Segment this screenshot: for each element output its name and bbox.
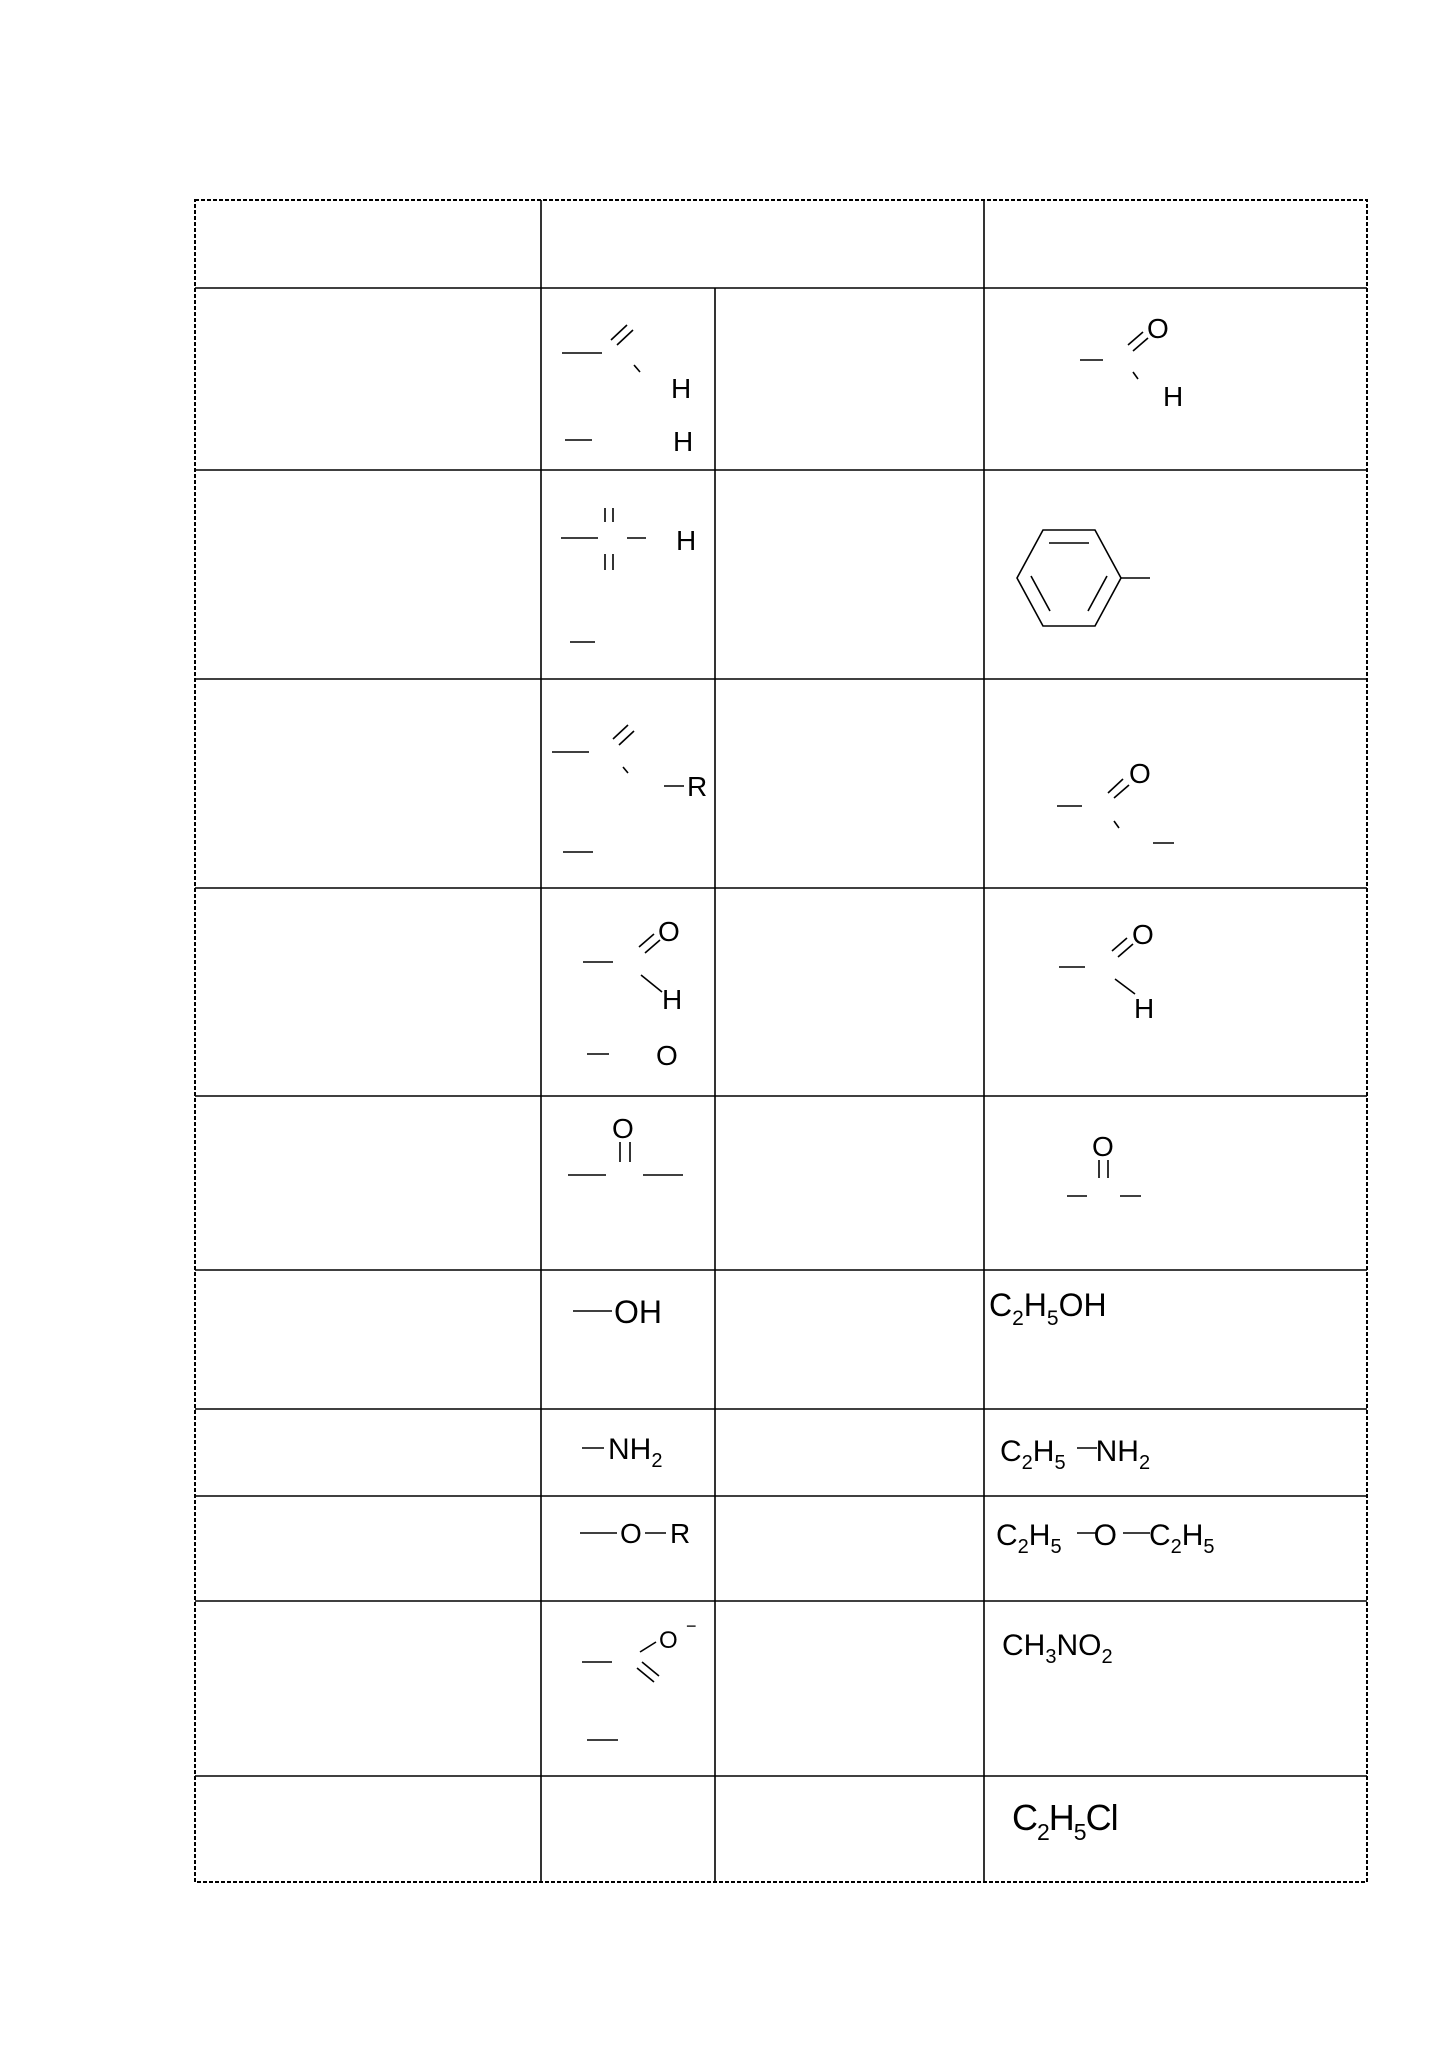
row-ester-example — [1057, 758, 1174, 843]
group-atom-h: H — [671, 373, 692, 404]
group-hydroxyl: OH — [614, 1294, 662, 1330]
group-atom-o: O — [612, 1113, 634, 1144]
table-grid — [195, 200, 1367, 1882]
group-atom-r: R — [687, 771, 708, 802]
group-amino: $NH_2$ — [608, 1433, 663, 1472]
example-formula-ethanol: $C_2H_5OH$ — [989, 1287, 1107, 1330]
row-amine-group — [582, 1433, 662, 1472]
group-atom-o: O — [658, 916, 680, 947]
row-aldehyde-group — [562, 325, 693, 457]
row-alcohol-example — [989, 1287, 1107, 1330]
row-ketone-group — [568, 1113, 683, 1175]
group-atom-h: H — [676, 525, 697, 556]
group-charge: − — [686, 1616, 697, 1636]
group-atom-r: R — [670, 1518, 691, 1549]
example-formula-diethyl-ether: $C_2H_5$ O $C_2H_5$ — [996, 1519, 1215, 1558]
row-carboxylic-acid-group — [561, 508, 696, 642]
group-atom-h: H — [673, 426, 694, 457]
group-atom-h: H — [662, 984, 683, 1015]
row-nitro-group — [582, 1616, 697, 1740]
row-aldehyde-example — [1080, 313, 1183, 412]
row-halide-example — [1012, 1797, 1118, 1845]
row-ester-group — [552, 725, 707, 852]
row-ether-example — [996, 1519, 1215, 1558]
table-border — [195, 200, 1367, 1882]
example-formula-nitromethane: $CH_3NO_2$ — [1002, 1629, 1113, 1668]
example-formula-chloroethane: $C_2H_5Cl$ — [1012, 1797, 1118, 1845]
example-atom-o: O — [1092, 1131, 1114, 1162]
example-atom-o: O — [1129, 758, 1151, 789]
example-formula-ethylamine: $C_2H_5$ $NH_2$ — [1000, 1435, 1151, 1474]
row-nitro-example — [1002, 1629, 1113, 1668]
row-carboxylic-acid-example — [1017, 530, 1150, 626]
example-atom-h: H — [1134, 993, 1155, 1024]
group-atom-o: O — [656, 1040, 678, 1071]
row-alcohol-group — [573, 1294, 662, 1330]
example-atom-h: H — [1163, 381, 1184, 412]
row-formyl-group — [583, 916, 682, 1071]
row-ketone-example — [1067, 1131, 1141, 1196]
row-ether-group — [580, 1518, 690, 1549]
example-atom-o: O — [1132, 919, 1154, 950]
group-atom-o: O — [620, 1518, 642, 1549]
row-amine-example — [1000, 1435, 1150, 1474]
group-atom-o: O — [659, 1627, 678, 1654]
row-formyl-example — [1059, 919, 1154, 1024]
example-atom-o: O — [1147, 313, 1169, 344]
